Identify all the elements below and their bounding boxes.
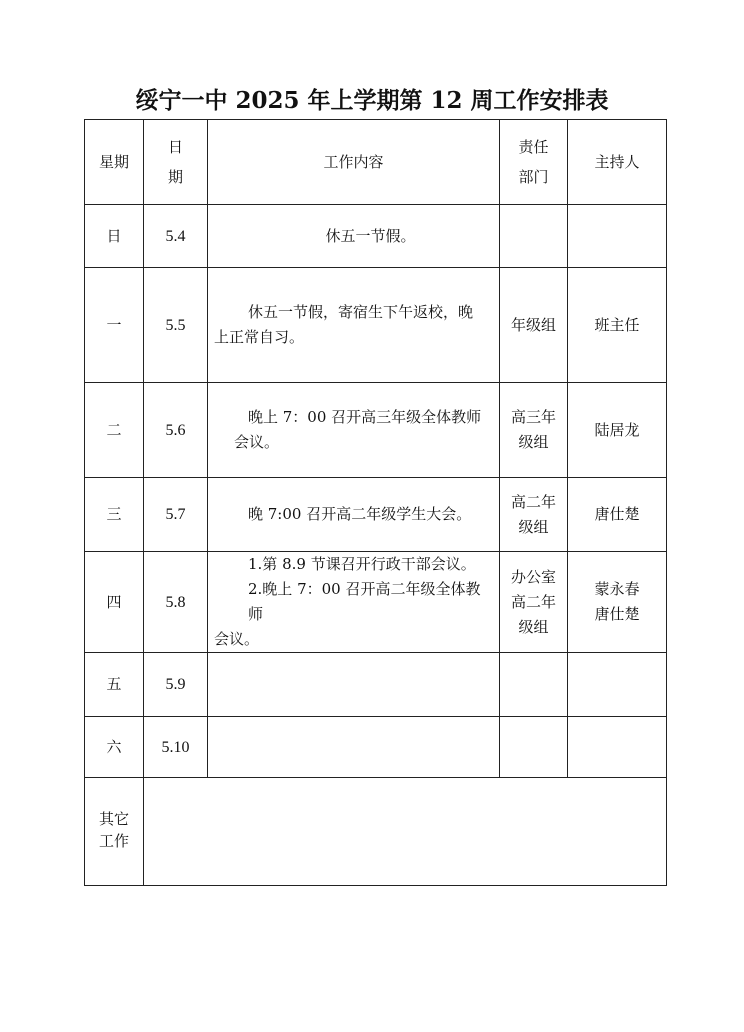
dept-line: 高三年 xyxy=(510,408,556,426)
other-work-row xyxy=(85,778,667,886)
weekday-cell: 二 xyxy=(85,383,144,478)
weekday-cell: 三 xyxy=(85,478,144,552)
dept-line: 级组 xyxy=(518,517,549,536)
other-work-label xyxy=(85,778,144,886)
dept-cell xyxy=(500,383,568,478)
date-cell: 5.7 xyxy=(144,478,208,552)
host-cell xyxy=(568,478,667,552)
table-row xyxy=(85,552,667,653)
host-line: 唐仕楚 xyxy=(594,605,640,623)
host-cell xyxy=(568,552,667,653)
header-date-line1: 日 xyxy=(167,138,183,156)
other-work-content xyxy=(144,778,667,886)
date-cell: 5.6 xyxy=(144,383,208,478)
content-cell xyxy=(208,383,500,478)
content-cell xyxy=(208,717,500,778)
other-work-label-line2: 工作 xyxy=(98,832,129,850)
dept-line: 高二年 xyxy=(510,592,556,611)
dept-cell xyxy=(500,205,568,268)
table-row xyxy=(85,205,667,268)
table-row xyxy=(85,478,667,552)
header-dept-line2: 部门 xyxy=(518,168,549,186)
date-cell: 5.9 xyxy=(144,653,208,717)
weekday-cell: 一 xyxy=(85,268,144,383)
host-cell xyxy=(568,383,667,478)
header-content: 工作内容 xyxy=(208,120,500,205)
content-line: 休五一节假，寄宿生下午返校，晚 xyxy=(248,303,474,321)
content-cell xyxy=(208,478,500,552)
content-line: 2.晚上 7：00 召开高二年级全体教师 xyxy=(248,580,481,623)
dept-line: 级组 xyxy=(518,617,549,636)
host-line: 班主任 xyxy=(594,315,640,334)
header-dept-line1: 责任 xyxy=(518,138,549,156)
dept-line: 办公室 xyxy=(510,567,556,586)
dept-line: 年级组 xyxy=(510,315,556,334)
weekday-cell: 六 xyxy=(85,717,144,778)
date-cell: 5.10 xyxy=(144,717,208,778)
dept-cell xyxy=(500,653,568,717)
content-line: 晚上 7：00 召开高三年级全体教师 xyxy=(248,408,482,426)
other-work-label-line1: 其它 xyxy=(98,810,129,828)
host-cell xyxy=(568,653,667,717)
content-cell xyxy=(208,653,500,717)
date-cell: 5.5 xyxy=(144,268,208,383)
header-date-line2: 期 xyxy=(167,168,183,186)
content-line: 会议。 xyxy=(234,433,280,451)
content-line: 晚 7:00 召开高二年级学生大会。 xyxy=(248,505,472,523)
host-line: 唐仕楚 xyxy=(594,505,640,523)
schedule-table xyxy=(84,119,667,886)
host-line: 蒙永春 xyxy=(594,580,640,598)
content-line: 上正常自习。 xyxy=(214,328,305,346)
header-dept xyxy=(500,120,568,205)
header-date xyxy=(144,120,208,205)
host-cell xyxy=(568,717,667,778)
weekday-cell: 日 xyxy=(85,205,144,268)
table-row xyxy=(85,717,667,778)
host-cell xyxy=(568,205,667,268)
dept-cell xyxy=(500,478,568,552)
weekday-cell: 四 xyxy=(85,552,144,653)
content-line: 1.第 8.9 节课召开行政干部会议。 xyxy=(248,555,476,573)
weekday-cell: 五 xyxy=(85,653,144,717)
content-line: 休五一节假。 xyxy=(325,226,416,245)
header-host: 主持人 xyxy=(568,120,667,205)
table-row xyxy=(85,653,667,717)
date-cell: 5.8 xyxy=(144,552,208,653)
content-cell xyxy=(208,552,500,653)
dept-cell xyxy=(500,552,568,653)
header-row xyxy=(85,120,667,205)
dept-cell xyxy=(500,717,568,778)
table-row xyxy=(85,268,667,383)
host-line: 陆居龙 xyxy=(594,420,640,439)
table-row xyxy=(85,383,667,478)
header-weekday: 星期 xyxy=(85,120,144,205)
page-title: 绥宁一中 2025 年上学期第 12 周工作安排表 xyxy=(135,87,609,114)
dept-line: 级组 xyxy=(518,433,549,451)
content-cell xyxy=(208,205,500,268)
dept-line: 高二年 xyxy=(510,492,556,511)
host-cell xyxy=(568,268,667,383)
date-cell: 5.4 xyxy=(144,205,208,268)
content-line: 会议。 xyxy=(214,630,260,648)
dept-cell xyxy=(500,268,568,383)
content-cell xyxy=(208,268,500,383)
